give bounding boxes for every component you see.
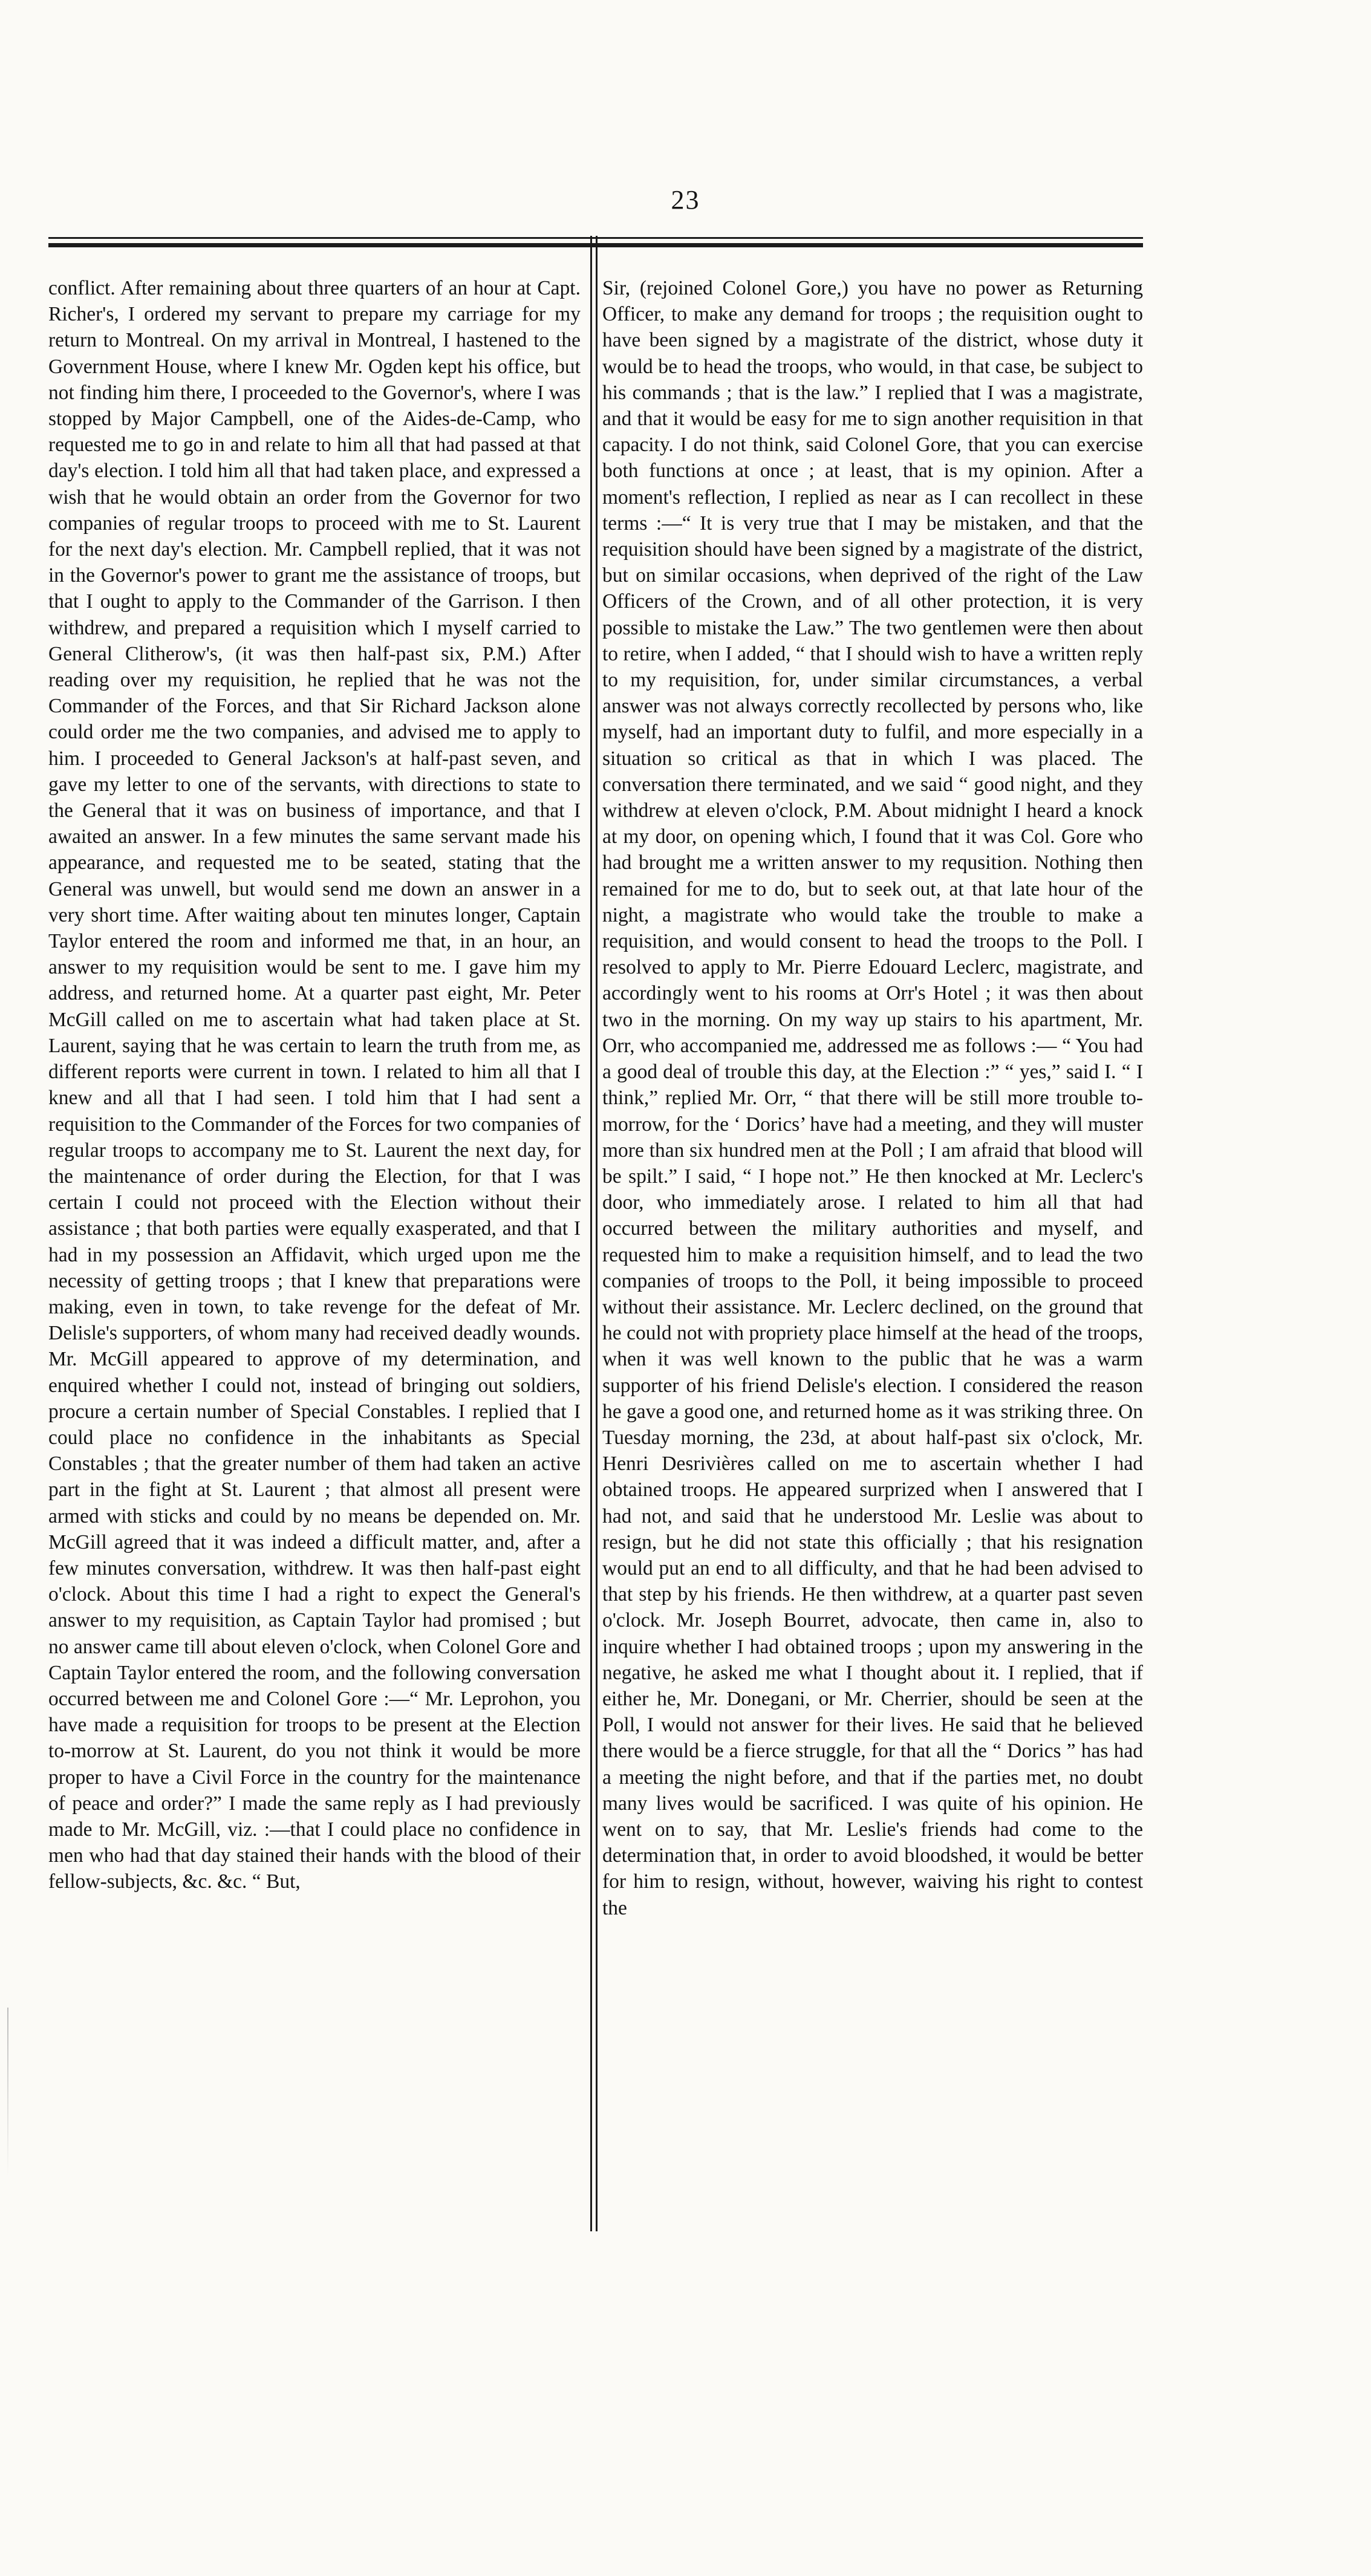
margin-mark xyxy=(7,2008,8,2177)
page-number: 23 xyxy=(671,185,700,215)
right-column-text: Sir, (rejoined Colonel Gore,) you have no power as Returning Officer, to make any demand for troops ; the requisition ought to have been signed by a magistrate of the district, whose duty it would be to head the troops, who would, in that case, be subject to his commands ; that is the law.” I replied that I was a magistrate, and that it would be easy for me to sign another requisition in that capacity. I do not think, said Colonel Gore, that you can exercise both functions at once ; at least, that is my opinion. After a moment's reflection, I replied as near as I can recollect in these terms :—“ It is very true that I may be mistaken, and that the requisition should have been signed by a magistrate of the district, but on similar occasions, when deprived of the right of the Law Officers of the Crown, and of all other protection, it is very possible to mistake the Law.” The two gentlemen were then about to retire, when I added, “ that I should wish to have a written reply to my requisition, for, under similar circumstances, a verbal answer was not always correctly recollected by persons who, like myself, had an important duty to fulfil, and more especially in a situation so critical as that in which I was placed. The conversation there terminated, and we said “ good night, and they withdrew at eleven o'clock, P.M. About midnight I heard a knock at my door, on opening which, I found that it was Col. Gore who had brought me a written answer to my requsition. Nothing then remained for me to do, but to seek out, at that late hour of the night, a magistrate who would take the trouble to make a requisition, and would consent to head the troops to the Poll. I resolved to apply to Mr. Pierre Edouard Leclerc, magistrate, and accordingly went to his rooms at Orr's Hotel ; it was then about two in the morning. On my way up stairs to his apartment, Mr. Orr, who accompanied me, addressed me as follows :— “ You had a good deal of trouble this day, at the Election :” “ yes,” said I. “ I think,” replied Mr. Orr, “ that there will be still more trouble to-morrow, for the ‘ Dorics’ have had a meeting, and they will muster more than six hundred men at the Poll ; I am afraid that blood will be spilt.” I said, “ I hope not.” He then knocked at Mr. Leclerc's door, who immediately arose. I related to him all that had occurred between the military authorities and myself, and requested him to make a requisition himself, and to lead the two companies of troops to the Poll, it being impossible to proceed without their assistance. Mr. Leclerc declined, on the ground that he could not with propriety place himself at the head of the troops, when it was well known to the public that he was a warm supporter of his friend Delisle's election. I considered the reason he gave a good one, and returned home as it was striking three. On Tuesday morning, the 23d, at about half-past six o'clock, Mr. Henri Desrivières called on me to ascertain whether I had obtained troops. He appeared surprized when I answered that I had not, and said that he understood Mr. Leslie was about to resign, but he did not state this officially ; that his resignation would put an end to all difficulty, and that he had been advised to that step by his friends. He then withdrew, at a quarter past seven o'clock. Mr. Joseph Bourret, advocate, then came in, also to inquire whether I had obtained troops ; upon my answering in the negative, he asked me what I thought about it. I replied, that if either he, Mr. Donegani, or Mr. Cherrier, should be seen at the Poll, I would not answer for their lives. He said that he believed there would be a fierce struggle, for that all the “ Dorics ” has had a meeting the night before, and that if the parties met, no doubt many lives would be sacrificed. I was quite of his opinion. He went on to say, that Mr. Leslie's friends had come to the determination that, in order to avoid bloodshed, it would be better for him to resign, without, however, waiving his right to contest the xyxy=(602,277,1143,1919)
left-column-text: conflict. After remaining about three quarters of an hour at Capt. Richer's, I ordered my servant to prepare my carriage for my return to Montreal. On my arrival in Montreal, I hastened to the Government House, where I knew Mr. Ogden kept his office, but not finding him there, I proceeded to the Governor's, where I was stopped by Major Campbell, one of the Aides-de-Camp, who requested me to go in and relate to him all that had passed at that day's election. I told him all that had taken place, and expressed a wish that he would obtain an order from the Governor for two companies of regular troops to proceed with me to St. Laurent for the next day's election. Mr. Campbell replied, that it was not in the Governor's power to grant me the assistance of troops, but that I ought to apply to the Commander of the Garrison. I then withdrew, and prepared a requisition which I myself carried to General Clitherow's, (it was then half-past six, P.M.) After reading over my requisition, he replied that he was not the Commander of the Forces, and that Sir Richard Jackson alone could order me the two companies, and advised me to apply to him. I proceeded to General Jackson's at half-past seven, and gave my letter to one of the servants, with directions to state to the General that it was on business of importance, and that I awaited an answer. In a few minutes the same servant made his appearance, and requested me to be seated, stating that the General was unwell, but would send me down an answer in a very short time. After waiting about ten minutes longer, Captain Taylor entered the room and informed me that, in an hour, an answer to my requisition would be sent to me. I gave him my address, and returned home. At a quarter past eight, Mr. Peter McGill called on me to ascertain what had taken place at St. Laurent, saying that he was certain to learn the truth from me, as different reports were current in town. I related to him all that I knew and all that I had seen. I told him that I had sent a requisition to the Commander of the Forces for two companies of regular troops to accompany me to St. Laurent the next day, for the maintenance of order during the Election, for that I was certain I could not proceed with the Election without their assistance ; that both parties were equally exasperated, and that I had in my possession an Affidavit, which urged upon me the necessity of getting troops ; that I knew that preparations were making, even in town, to take revenge for the defeat of Mr. Delisle's supporters, of whom many had received deadly wounds. Mr. McGill appeared to approve of my determination, and enquired whether I could not, instead of bringing out soldiers, procure a certain number of Special Constables. I replied that I could place no confidence in the inhabitants as Special Constables ; that the greater number of them had taken an active part in the fight at St. Laurent ; that almost all present were armed with sticks and could by no means be depended on. Mr. McGill agreed that it was indeed a difficult matter, and, after a few minutes conversation, withdrew. It was then half-past eight o'clock. About this time I had a right to expect the General's answer to my requisition, as Captain Taylor had promised ; but no answer came till about eleven o'clock, when Colonel Gore and Captain Taylor entered the room, and the following conversation occurred between me and Colonel Gore :—“ Mr. Leprohon, you have made a requisition for troops to be present at the Election to-morrow at St. Laurent, do you not think it would be more proper to have a Civil Force in the country for the maintenance of peace and order?” I made the same reply as I had previously made to Mr. McGill, viz. :—that I could place no confidence in men who had that day stained their hands with the blood of their fellow-subjects, &c. &c. “ But, xyxy=(48,277,581,1893)
left-column xyxy=(48,275,581,2228)
right-column xyxy=(602,275,1143,2228)
column-divider xyxy=(590,236,598,2231)
